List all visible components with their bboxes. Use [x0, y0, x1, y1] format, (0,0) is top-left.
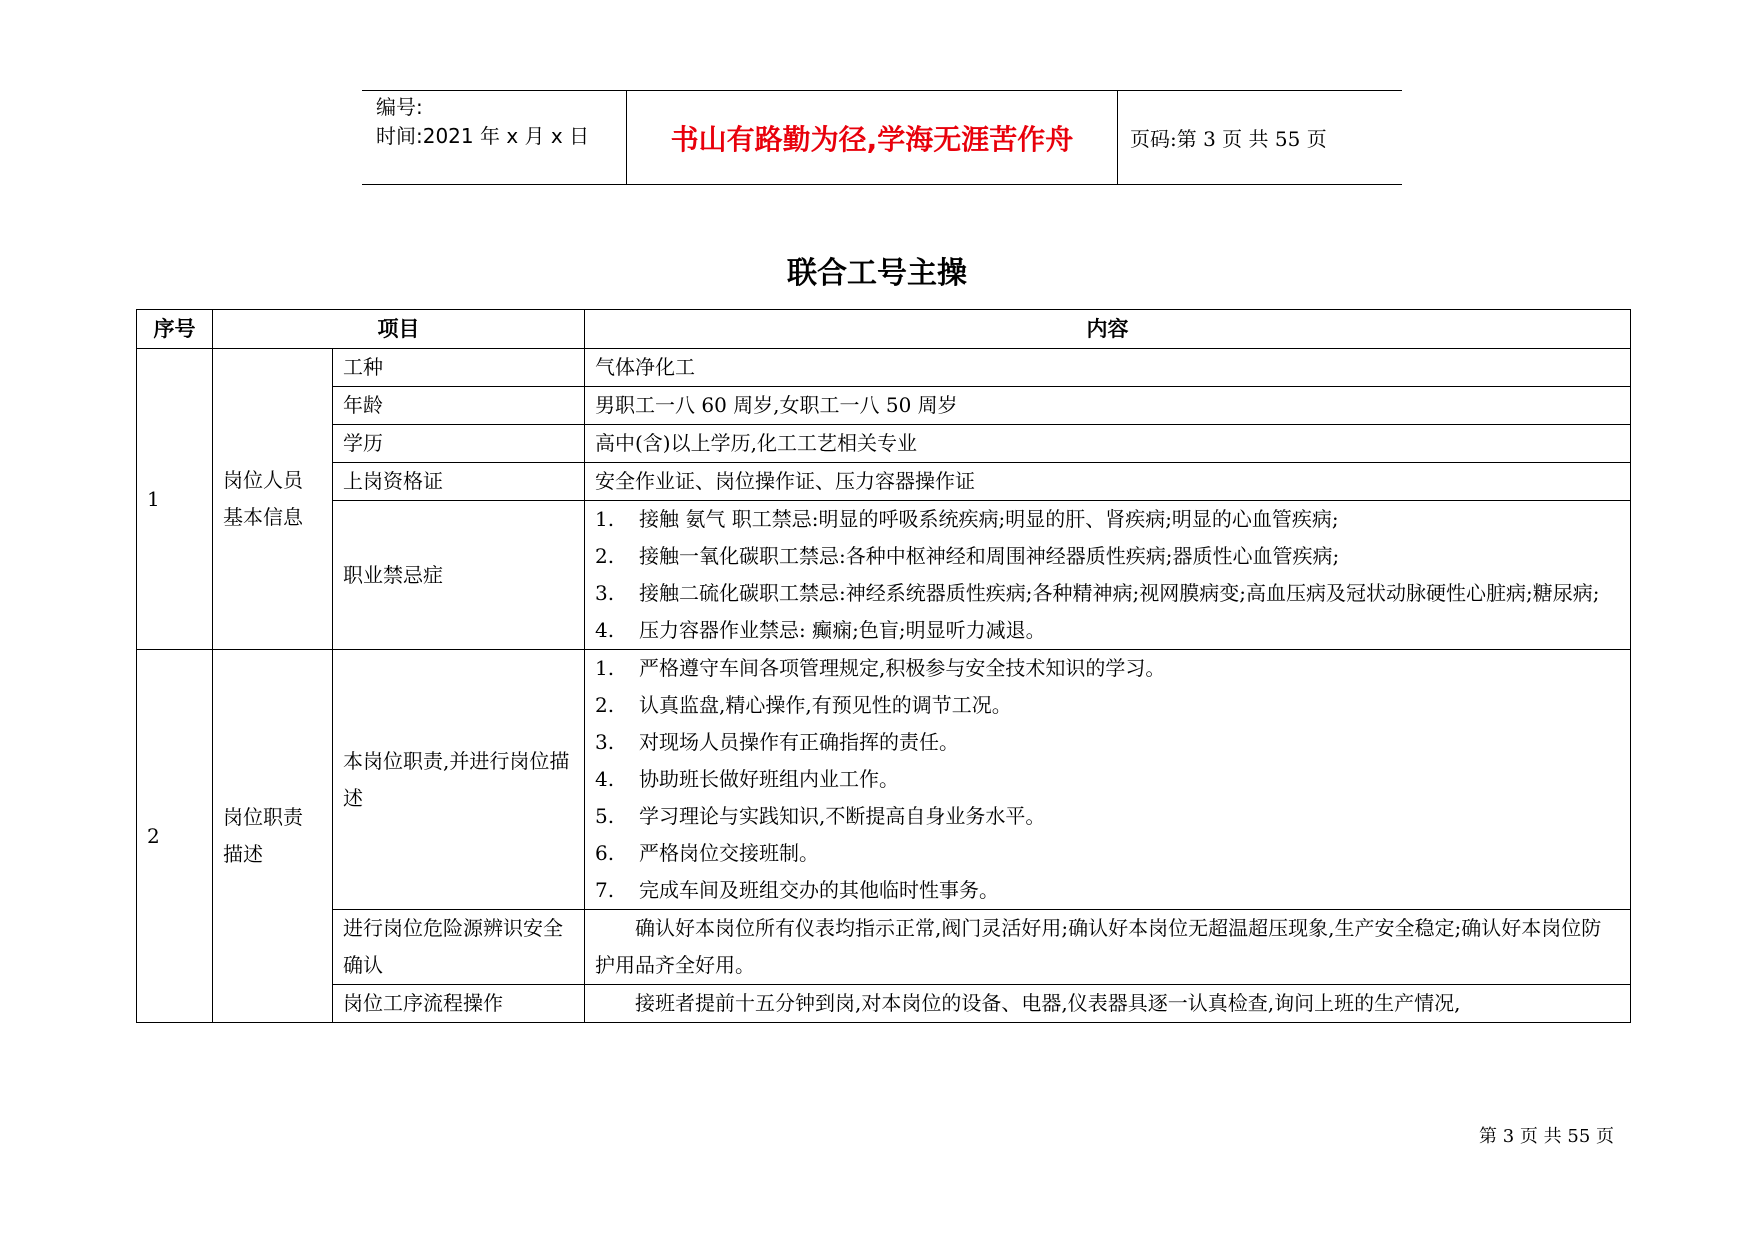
table-row	[137, 910, 1631, 985]
seq-cell: 1	[137, 349, 213, 650]
table-header-row	[137, 310, 1631, 349]
row-label: 本岗位职责,并进行岗位描述	[333, 650, 585, 910]
table-row	[137, 501, 1631, 650]
table-row	[137, 650, 1631, 910]
table-row	[137, 463, 1631, 501]
duties-list	[595, 650, 1620, 909]
table-row	[137, 425, 1631, 463]
row-content: 男职工一八 60 周岁,女职工一八 50 周岁	[585, 387, 1631, 425]
row-label: 进行岗位危险源辨识安全确认	[333, 910, 585, 985]
document-title: 联合工号主操	[787, 256, 967, 291]
page-header	[362, 90, 1402, 185]
list-item: 7. 完成车间及班组交办的其他临时性事务。	[595, 878, 999, 902]
page-footer: 第 3 页 共 55 页	[1479, 1126, 1614, 1147]
header-motto: 书山有路勤为径,学海无涯苦作舟	[627, 91, 1118, 184]
row-label: 学历	[333, 425, 585, 463]
header-page-info: 页码:第 3 页 共 55 页	[1130, 127, 1327, 151]
number-label: 编号:	[376, 95, 423, 119]
row-label: 职业禁忌症	[333, 501, 585, 650]
row-label: 年龄	[333, 387, 585, 425]
col-header-content: 内容	[585, 310, 1631, 349]
col-header-seq: 序号	[137, 310, 213, 349]
taboo-list	[595, 501, 1620, 649]
header-meta	[362, 91, 627, 184]
list-item: 1. 严格遵守车间各项管理规定,积极参与安全技术知识的学习。	[595, 656, 1166, 680]
list-item: 4. 协助班长做好班组内业工作。	[595, 767, 899, 791]
list-item: 2. 认真监盘,精心操作,有预见性的调节工况。	[595, 693, 1012, 717]
row-content: 气体净化工	[585, 349, 1631, 387]
row-content	[585, 501, 1631, 650]
list-item: 4. 压力容器作业禁忌: 癫痫;色盲;明显听力减退。	[595, 618, 1046, 642]
list-item: 6. 严格岗位交接班制。	[595, 841, 819, 865]
row-content: 高中(含)以上学历,化工工艺相关专业	[585, 425, 1631, 463]
list-item: 5. 学习理论与实践知识,不断提高自身业务水平。	[595, 804, 1046, 828]
col-header-item: 项目	[213, 310, 585, 349]
row-content	[585, 650, 1631, 910]
list-item: 1. 接触 氨气 职工禁忌:明显的呼吸系统疾病;明显的肝、肾疾病;明显的心血管疾病;	[595, 507, 1339, 531]
row-label: 岗位工序流程操作	[333, 985, 585, 1023]
job-info-table	[136, 309, 1631, 1023]
group-cell: 岗位人员基本信息	[213, 349, 333, 650]
table-row	[137, 349, 1631, 387]
row-label: 上岗资格证	[333, 463, 585, 501]
time-label: 时间:2021 年 x 月 x 日	[376, 124, 590, 148]
seq-cell: 2	[137, 650, 213, 1023]
list-item: 2. 接触一氧化碳职工禁忌:各种中枢神经和周围神经器质性疾病;器质性心血管疾病;	[595, 544, 1340, 568]
list-item: 3. 对现场人员操作有正确指挥的责任。	[595, 730, 959, 754]
table-row	[137, 387, 1631, 425]
row-content: 接班者提前十五分钟到岗,对本岗位的设备、电器,仪表器具逐一认真检查,询问上班的生产情况,	[585, 985, 1631, 1023]
row-content: 安全作业证、岗位操作证、压力容器操作证	[585, 463, 1631, 501]
group-cell: 岗位职责描述	[213, 650, 333, 1023]
row-content: 确认好本岗位所有仪表均指示正常,阀门灵活好用;确认好本岗位无超温超压现象,生产安全稳定;确认好本岗位防护用品齐全好用。	[585, 910, 1631, 985]
row-label: 工种	[333, 349, 585, 387]
list-item: 3. 接触二硫化碳职工禁忌:神经系统器质性疾病;各种精神病;视网膜病变;高血压病及冠状动脉硬性心脏病;糖尿病;	[595, 581, 1600, 605]
table-row	[137, 985, 1631, 1023]
